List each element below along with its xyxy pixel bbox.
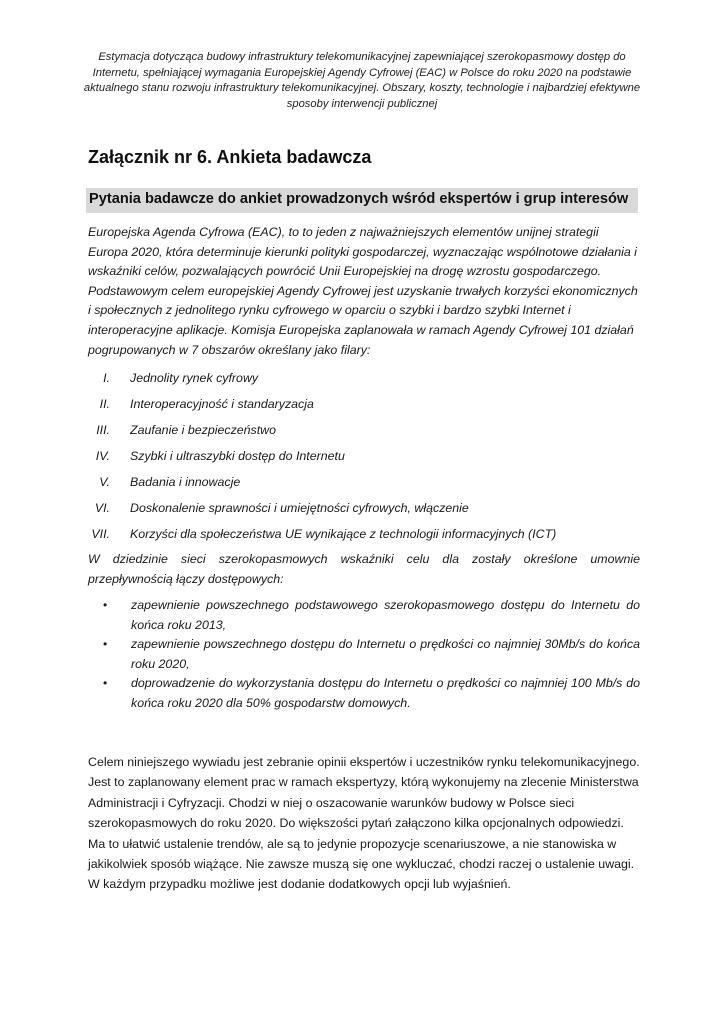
list-item	[88, 446, 648, 472]
list-item-number: VI.	[94, 501, 110, 515]
list-item-text: Szybki i ultraszybki dostęp do Internetu	[130, 449, 345, 463]
list-item-number: II.	[99, 397, 110, 411]
list-item-number: V.	[99, 475, 110, 489]
page-title: Załącznik nr 6. Ankieta badawcza	[88, 147, 372, 167]
list-item-text: doprowadzenie do wykorzystania dostępu do Internetu o prędkości co najmniej 100 Mb/s do końca roku 2020 dla 50% gospodarstw domowych.	[131, 676, 640, 710]
list-item	[88, 368, 648, 394]
bullet-list	[103, 596, 640, 714]
list-item-number: III.	[96, 423, 110, 437]
list-item-text: zapewnienie powszechnego dostępu do Internetu o prędkości co najmniej 30Mb/s do końca roku 2020,	[131, 637, 640, 671]
list-item-text: Doskonalenie sprawności i umiejętności cyfrowych, włączenie	[130, 501, 469, 515]
list-item	[88, 420, 648, 446]
list-item	[88, 498, 648, 524]
list-item	[103, 635, 640, 674]
bullet-icon: •	[103, 637, 108, 652]
list-item-text: zapewnienie powszechnego podstawowego szerokopasmowego dostępu do Internetu do końca roku 2013,	[131, 598, 640, 632]
section-heading: Pytania badawcze do ankiet prowadzonych wśród ekspertów i grup interesów	[86, 188, 638, 213]
list-item-number: VII.	[91, 527, 110, 541]
list-item-text: Badania i innowacje	[130, 475, 241, 489]
running-header: Estymacja dotycząca budowy infrastruktury telekomunikacyjnej zapewniającej szerokopasmowy dostęp do Internetu, spełniającej wymagania Europejskiej Agendy Cyfrowej (EAC) w Polsce do roku 2020 na podstawie aktualnego stanu rozwoju infrastruktury telekomunikacyjnej. Obszary, koszty, technologie i najbardziej efektywne sposoby interwencji publicznej	[83, 51, 641, 110]
bullet-icon: •	[103, 676, 108, 691]
body-paragraph: Celem niniejszego wywiadu jest zebranie opinii ekspertów i uczestników rynku telekomunikacyjnego. Jest to zaplanowany element prac w ramach ekspertyzy, którą wykonujemy na zlecenie Ministerstwa Administracji i Cyfryzacji. Chodzi w niej o oszacowanie warunków budowy w Polsce sieci szerokopasmowych do roku 2020. Do większości pytań załączono kilka opcjonalnych odpowiedzi. Ma to ułatwić ustalenie trendów, ale są to jedynie propozycje scenariuszowe, a nie stanowiska w jakikolwiek sposób wiążące. Nie zawsze muszą się one wykluczać, chodzi raczej o ustalenie uwagi. W każdym przypadku możliwe jest dodanie dodatkowych opcji lub wyjaśnień.	[88, 755, 640, 892]
list-item-text: Korzyści dla społeczeństwa UE wynikające z technologii informacyjnych (ICT)	[130, 527, 557, 541]
list-item	[88, 472, 648, 498]
list-item-text: Zaufanie i bezpieczeństwo	[130, 423, 277, 437]
list-item	[103, 674, 640, 713]
list-item	[103, 596, 640, 635]
list-item	[88, 394, 648, 420]
list-item-text: Jednolity rynek cyfrowy	[130, 371, 259, 385]
list-item-number: IV.	[95, 449, 110, 463]
bullet-icon: •	[103, 598, 108, 612]
list-item-text: Interoperacyjność i standaryzacja	[130, 397, 314, 411]
list-item	[88, 524, 648, 550]
list-item-number: I.	[103, 371, 110, 385]
intro-paragraph: Europejska Agenda Cyfrowa (EAC), to to jeden z najważniejszych elementów unijnej strategii Europa 2020, która determinuje kierunki polityki gospodarczej, wyznaczając wspólnotowe działania i wskaźniki celów, pozwalających powrócić Unii Europejskiej na drogę wzrostu gospodarczego. Podstawowym celem europejskiej Agendy Cyfrowej jest uzyskanie trwałych korzyści ekonomicznych i społecznych z jednolitego rynku cyfrowego w oparciu o szybki i bardzo szybki Internet i interoperacyjne aplikacje. Komisja Europejska zaplanowała w ramach Agendy Cyfrowej 101 działań pogrupowanych w 7 obszarów określany jako filary:	[88, 225, 638, 357]
indicators-intro: W dziedzinie sieci szerokopasmowych wskaźniki celu dla zostały określone umownie przepływnością łączy dostępowych:	[88, 552, 640, 586]
pillars-list	[88, 368, 648, 550]
